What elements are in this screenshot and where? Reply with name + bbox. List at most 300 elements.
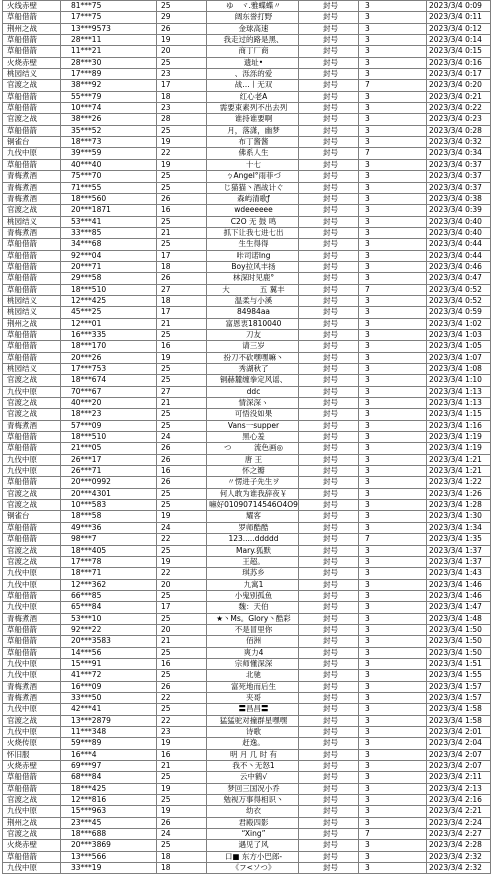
account-cell: 14***56: [61, 647, 157, 658]
level-cell: 22: [157, 534, 207, 545]
table-row: [3, 851, 491, 862]
account-cell: 59***89: [61, 738, 157, 749]
level-cell: 21: [157, 761, 207, 772]
time-cell: 2023/3/4 1:19: [427, 432, 491, 443]
duration-cell: 3: [359, 738, 427, 749]
server-cell: 铜雀台: [3, 137, 61, 148]
server-cell: 草船借箭: [3, 159, 61, 170]
duration-cell: 3: [359, 420, 427, 431]
level-cell: 22: [157, 715, 207, 726]
time-cell: 2023/3/4 1:22: [427, 477, 491, 488]
time-cell: 2023/3/4 1:46: [427, 579, 491, 590]
table-row: [3, 795, 491, 806]
level-cell: 22: [157, 148, 207, 159]
table-row: [3, 681, 491, 692]
time-cell: 2023/3/4 0:20: [427, 80, 491, 91]
duration-cell: 3: [359, 795, 427, 806]
time-cell: 2023/3/4 0:38: [427, 193, 491, 204]
action-cell: 封号: [299, 511, 359, 522]
level-cell: 26: [157, 681, 207, 692]
nickname-cell: 可悟没如果: [207, 409, 299, 420]
time-cell: 2023/3/4 0:59: [427, 307, 491, 318]
duration-cell: 3: [359, 579, 427, 590]
server-cell: 九伐中原: [3, 602, 61, 613]
time-cell: 2023/3/4 0:40: [427, 227, 491, 238]
account-cell: 10***583: [61, 500, 157, 511]
server-cell: 草船借箭: [3, 12, 61, 23]
table-row: [3, 534, 491, 545]
account-cell: 55***79: [61, 91, 157, 102]
time-cell: 2023/3/4 0:32: [427, 137, 491, 148]
table-row: [3, 1, 491, 12]
server-cell: 九伐中原: [3, 466, 61, 477]
server-cell: 草船借箭: [3, 443, 61, 454]
time-cell: 2023/3/4 1:37: [427, 545, 491, 556]
level-cell: 24: [157, 432, 207, 443]
nickname-cell: ddc: [207, 386, 299, 397]
duration-cell: 3: [359, 103, 427, 114]
action-cell: 封号: [299, 261, 359, 272]
account-cell: 40***20: [61, 398, 157, 409]
server-cell: 草船借箭: [3, 522, 61, 533]
server-cell: 官渡之战: [3, 545, 61, 556]
time-cell: 2023/3/4 1:13: [427, 398, 491, 409]
table-row: [3, 182, 491, 193]
account-cell: 69***97: [61, 761, 157, 772]
duration-cell: 3: [359, 454, 427, 465]
duration-cell: 3: [359, 670, 427, 681]
nickname-cell: wdeeeeee: [207, 205, 299, 216]
level-cell: 23: [157, 103, 207, 114]
server-cell: 草船借箭: [3, 329, 61, 340]
level-cell: 25: [157, 216, 207, 227]
nickname-cell: 月，落潇，幽梦: [207, 125, 299, 136]
account-cell: 38***92: [61, 80, 157, 91]
account-cell: 92***22: [61, 624, 157, 635]
duration-cell: 3: [359, 613, 427, 624]
duration-cell: 3: [359, 522, 427, 533]
account-cell: 70***67: [61, 386, 157, 397]
account-cell: 12***01: [61, 318, 157, 329]
duration-cell: 3: [359, 692, 427, 703]
table-row: [3, 261, 491, 272]
duration-cell: 3: [359, 511, 427, 522]
duration-cell: 3: [359, 602, 427, 613]
nickname-cell: 宗师懂深深: [207, 658, 299, 669]
server-cell: 桃园结义: [3, 295, 61, 306]
server-cell: 九伐中原: [3, 863, 61, 874]
nickname-cell: 商丁厂商: [207, 46, 299, 57]
table-row: [3, 398, 491, 409]
action-cell: 封号: [299, 329, 359, 340]
level-cell: 25: [157, 364, 207, 375]
time-cell: 2023/3/4 1:43: [427, 568, 491, 579]
time-cell: 2023/3/4 2:21: [427, 806, 491, 817]
action-cell: 封号: [299, 602, 359, 613]
action-cell: 封号: [299, 658, 359, 669]
table-body: [3, 1, 491, 874]
account-cell: 33***19: [61, 863, 157, 874]
time-cell: 2023/3/4 1:08: [427, 364, 491, 375]
action-cell: 封号: [299, 488, 359, 499]
time-cell: 2023/3/4 1:10: [427, 375, 491, 386]
level-cell: 28: [157, 114, 207, 125]
server-cell: 火烧赤壁: [3, 840, 61, 851]
duration-cell: 3: [359, 840, 427, 851]
nickname-cell: C2O 无 鼓 鸣: [207, 216, 299, 227]
server-cell: 草船借箭: [3, 432, 61, 443]
action-cell: 封号: [299, 624, 359, 635]
nickname-cell: 九寓1: [207, 579, 299, 590]
table-row: [3, 556, 491, 567]
table-row: [3, 579, 491, 590]
table-row: [3, 12, 491, 23]
time-cell: 2023/3/4 0:44: [427, 250, 491, 261]
table-row: [3, 568, 491, 579]
table-row: [3, 602, 491, 613]
action-cell: 封号: [299, 704, 359, 715]
server-cell: 青梅煮酒: [3, 613, 61, 624]
table-row: [3, 840, 491, 851]
action-cell: 封号: [299, 284, 359, 295]
duration-cell: 3: [359, 568, 427, 579]
time-cell: 2023/3/4 2:16: [427, 795, 491, 806]
table-row: [3, 863, 491, 874]
duration-cell: 3: [359, 329, 427, 340]
table-row: [3, 761, 491, 772]
action-cell: 封号: [299, 681, 359, 692]
server-cell: 青梅煮酒: [3, 692, 61, 703]
account-cell: 18***688: [61, 829, 157, 840]
level-cell: 22: [157, 568, 207, 579]
duration-cell: 3: [359, 636, 427, 647]
action-cell: 封号: [299, 182, 359, 193]
time-cell: 2023/3/4 1:57: [427, 692, 491, 703]
level-cell: 26: [157, 193, 207, 204]
nickname-cell: 富死地而后生: [207, 681, 299, 692]
level-cell: 23: [157, 727, 207, 738]
duration-cell: 3: [359, 193, 427, 204]
time-cell: 2023/3/4 0:34: [427, 148, 491, 159]
server-cell: 荆州之战: [3, 817, 61, 828]
action-cell: 封号: [299, 749, 359, 760]
level-cell: 25: [157, 613, 207, 624]
nickname-cell: 何人敢为谁我辞夜￥: [207, 488, 299, 499]
action-cell: 封号: [299, 57, 359, 68]
table-row: [3, 692, 491, 703]
level-cell: 26: [157, 817, 207, 828]
action-cell: 封号: [299, 35, 359, 46]
account-cell: 17***89: [61, 69, 157, 80]
duration-cell: 3: [359, 137, 427, 148]
time-cell: 2023/3/4 2:13: [427, 783, 491, 794]
level-cell: 22: [157, 692, 207, 703]
account-cell: 12***362: [61, 579, 157, 590]
action-cell: 封号: [299, 579, 359, 590]
time-cell: 2023/3/4 1:07: [427, 352, 491, 363]
action-cell: 封号: [299, 295, 359, 306]
nickname-cell: 爽力4: [207, 647, 299, 658]
server-cell: 九伐中原: [3, 727, 61, 738]
action-cell: 封号: [299, 80, 359, 91]
nickname-cell: 君殿四影: [207, 817, 299, 828]
level-cell: 25: [157, 420, 207, 431]
server-cell: 草船借箭: [3, 647, 61, 658]
server-cell: 官渡之战: [3, 795, 61, 806]
server-cell: 青梅煮酒: [3, 681, 61, 692]
time-cell: 2023/3/4 2:11: [427, 772, 491, 783]
table-row: [3, 738, 491, 749]
nickname-cell: 罗师酷酷: [207, 522, 299, 533]
table-row: [3, 205, 491, 216]
level-cell: 17: [157, 80, 207, 91]
server-cell: 青梅煮酒: [3, 193, 61, 204]
time-cell: 2023/3/4 0:37: [427, 159, 491, 170]
nickname-cell: じ猫猫丶酒战计ぐ: [207, 182, 299, 193]
level-cell: 16: [157, 749, 207, 760]
level-cell: 26: [157, 443, 207, 454]
account-cell: 20***26: [61, 352, 157, 363]
server-cell: 官渡之战: [3, 500, 61, 511]
nickname-cell: Vans一supper: [207, 420, 299, 431]
duration-cell: 3: [359, 432, 427, 443]
account-cell: 68***84: [61, 772, 157, 783]
nickname-cell: 情深深ヽ: [207, 398, 299, 409]
nickname-cell: 红心老A: [207, 91, 299, 102]
time-cell: 2023/3/4 1:50: [427, 636, 491, 647]
server-cell: 草船借箭: [3, 250, 61, 261]
duration-cell: 3: [359, 556, 427, 567]
server-cell: 草船借箭: [3, 590, 61, 601]
time-cell: 2023/3/4 1:51: [427, 658, 491, 669]
duration-cell: 7: [359, 148, 427, 159]
server-cell: 铜雀台: [3, 511, 61, 522]
server-cell: 官渡之战: [3, 80, 61, 91]
action-cell: 封号: [299, 613, 359, 624]
duration-cell: 3: [359, 250, 427, 261]
duration-cell: 3: [359, 658, 427, 669]
duration-cell: 3: [359, 46, 427, 57]
account-cell: 26***71: [61, 466, 157, 477]
duration-cell: 3: [359, 364, 427, 375]
nickname-cell: 梦回三国况小乔: [207, 783, 299, 794]
action-cell: 封号: [299, 795, 359, 806]
server-cell: 九伐中原: [3, 148, 61, 159]
time-cell: 2023/3/4 1:13: [427, 386, 491, 397]
account-cell: 75***70: [61, 171, 157, 182]
account-cell: 13***9573: [61, 23, 157, 34]
nickname-cell: 森屿清歌ƒ: [207, 193, 299, 204]
nickname-cell: Boy拉风丰扬: [207, 261, 299, 272]
duration-cell: 3: [359, 647, 427, 658]
action-cell: 封号: [299, 205, 359, 216]
duration-cell: 3: [359, 624, 427, 635]
account-cell: 15***963: [61, 806, 157, 817]
time-cell: 2023/3/4 2:07: [427, 749, 491, 760]
table-row: [3, 613, 491, 624]
time-cell: 2023/3/4 1:05: [427, 341, 491, 352]
server-cell: 桃园结义: [3, 216, 61, 227]
server-cell: 草船借箭: [3, 477, 61, 488]
level-cell: 25: [157, 840, 207, 851]
nickname-cell: 王超。: [207, 556, 299, 567]
duration-cell: 3: [359, 545, 427, 556]
duration-cell: 3: [359, 783, 427, 794]
duration-cell: 3: [359, 409, 427, 420]
level-cell: 21: [157, 636, 207, 647]
duration-cell: 3: [359, 69, 427, 80]
level-cell: 25: [157, 670, 207, 681]
action-cell: 封号: [299, 443, 359, 454]
action-cell: 封号: [299, 114, 359, 125]
duration-cell: 7: [359, 80, 427, 91]
time-cell: 2023/3/4 1:30: [427, 511, 491, 522]
table-row: [3, 318, 491, 329]
time-cell: 2023/3/4 1:26: [427, 488, 491, 499]
level-cell: 17: [157, 602, 207, 613]
time-cell: 2023/3/4 0:23: [427, 114, 491, 125]
time-cell: 2023/3/4 0:12: [427, 23, 491, 34]
time-cell: 2023/3/4 0:44: [427, 239, 491, 250]
action-cell: 封号: [299, 851, 359, 862]
level-cell: 18: [157, 261, 207, 272]
server-cell: 草船借箭: [3, 352, 61, 363]
table-row: [3, 57, 491, 68]
nickname-cell: 谁持谁要啊: [207, 114, 299, 125]
action-cell: 封号: [299, 386, 359, 397]
duration-cell: 3: [359, 727, 427, 738]
server-cell: 草船借箭: [3, 624, 61, 635]
table-row: [3, 454, 491, 465]
duration-cell: 3: [359, 307, 427, 318]
server-cell: 火烧赤壁: [3, 761, 61, 772]
table-row: [3, 477, 491, 488]
duration-cell: 3: [359, 91, 427, 102]
nickname-cell: 请三岁: [207, 341, 299, 352]
account-cell: 28***30: [61, 57, 157, 68]
nickname-cell: 不是冒里你: [207, 624, 299, 635]
table-row: [3, 148, 491, 159]
level-cell: 19: [157, 35, 207, 46]
duration-cell: 3: [359, 352, 427, 363]
server-cell: 草船借箭: [3, 125, 61, 136]
level-cell: 25: [157, 239, 207, 250]
nickname-cell: 84984aa: [207, 307, 299, 318]
duration-cell: 3: [359, 500, 427, 511]
server-cell: 草船借箭: [3, 103, 61, 114]
nickname-cell: 富恩衷1810040: [207, 318, 299, 329]
action-cell: 封号: [299, 522, 359, 533]
level-cell: 19: [157, 352, 207, 363]
table-row: [3, 159, 491, 170]
account-cell: 92***04: [61, 250, 157, 261]
level-cell: 25: [157, 375, 207, 386]
time-cell: 2023/3/4 2:27: [427, 829, 491, 840]
server-cell: 官渡之战: [3, 556, 61, 567]
action-cell: 封号: [299, 239, 359, 250]
time-cell: 2023/3/4 1:35: [427, 534, 491, 545]
table-row: [3, 658, 491, 669]
duration-cell: 3: [359, 851, 427, 862]
level-cell: 20: [157, 46, 207, 57]
level-cell: 26: [157, 454, 207, 465]
server-cell: 官渡之战: [3, 409, 61, 420]
nickname-cell: 温柔与小溪: [207, 295, 299, 306]
server-cell: 九伐中原: [3, 658, 61, 669]
table-row: [3, 420, 491, 431]
time-cell: 2023/3/4 1:50: [427, 624, 491, 635]
nickname-cell: 遇见了风: [207, 840, 299, 851]
account-cell: 23***45: [61, 817, 157, 828]
time-cell: 2023/3/4 1:03: [427, 329, 491, 340]
level-cell: 21: [157, 398, 207, 409]
action-cell: 封号: [299, 454, 359, 465]
level-cell: 18: [157, 295, 207, 306]
nickname-cell: 夹哥: [207, 692, 299, 703]
account-cell: 18***170: [61, 341, 157, 352]
action-cell: 封号: [299, 534, 359, 545]
duration-cell: 3: [359, 23, 427, 34]
account-cell: 53***41: [61, 216, 157, 227]
duration-cell: 3: [359, 239, 427, 250]
time-cell: 2023/3/4 2:01: [427, 727, 491, 738]
action-cell: 封号: [299, 568, 359, 579]
account-cell: 20***3583: [61, 636, 157, 647]
nickname-cell: 幼衣: [207, 806, 299, 817]
duration-cell: 3: [359, 216, 427, 227]
account-cell: 42***41: [61, 704, 157, 715]
time-cell: 2023/3/4 1:57: [427, 681, 491, 692]
level-cell: 17: [157, 307, 207, 318]
server-cell: 荆州之战: [3, 23, 61, 34]
time-cell: 2023/3/4 0:17: [427, 69, 491, 80]
account-cell: 40***40: [61, 159, 157, 170]
table-row: [3, 80, 491, 91]
account-cell: 17***75: [61, 12, 157, 23]
account-cell: 57***09: [61, 420, 157, 431]
level-cell: 25: [157, 647, 207, 658]
table-row: [3, 23, 491, 34]
table-row: [3, 171, 491, 182]
table-row: [3, 386, 491, 397]
action-cell: 封号: [299, 341, 359, 352]
nickname-cell: 小鬼别孤鱼: [207, 590, 299, 601]
time-cell: 2023/3/4 1:02: [427, 318, 491, 329]
table-row: [3, 727, 491, 738]
duration-cell: 3: [359, 318, 427, 329]
action-cell: 封号: [299, 783, 359, 794]
nickname-cell: 明 月 几 时 有: [207, 749, 299, 760]
action-cell: 封号: [299, 171, 359, 182]
server-cell: 九伐中原: [3, 670, 61, 681]
action-cell: 封号: [299, 545, 359, 556]
time-cell: 2023/3/4 2:32: [427, 851, 491, 862]
account-cell: 65***84: [61, 602, 157, 613]
action-cell: 封号: [299, 409, 359, 420]
time-cell: 2023/3/4 0:09: [427, 1, 491, 12]
account-cell: 20***1871: [61, 205, 157, 216]
action-cell: 封号: [299, 500, 359, 511]
server-cell: 草船借箭: [3, 46, 61, 57]
table-row: [3, 443, 491, 454]
table-row: [3, 125, 491, 136]
table-row: [3, 239, 491, 250]
server-cell: 草船借箭: [3, 91, 61, 102]
table-row: [3, 216, 491, 227]
account-cell: 21***05: [61, 443, 157, 454]
nickname-cell: 遗址•: [207, 57, 299, 68]
action-cell: 封号: [299, 863, 359, 874]
